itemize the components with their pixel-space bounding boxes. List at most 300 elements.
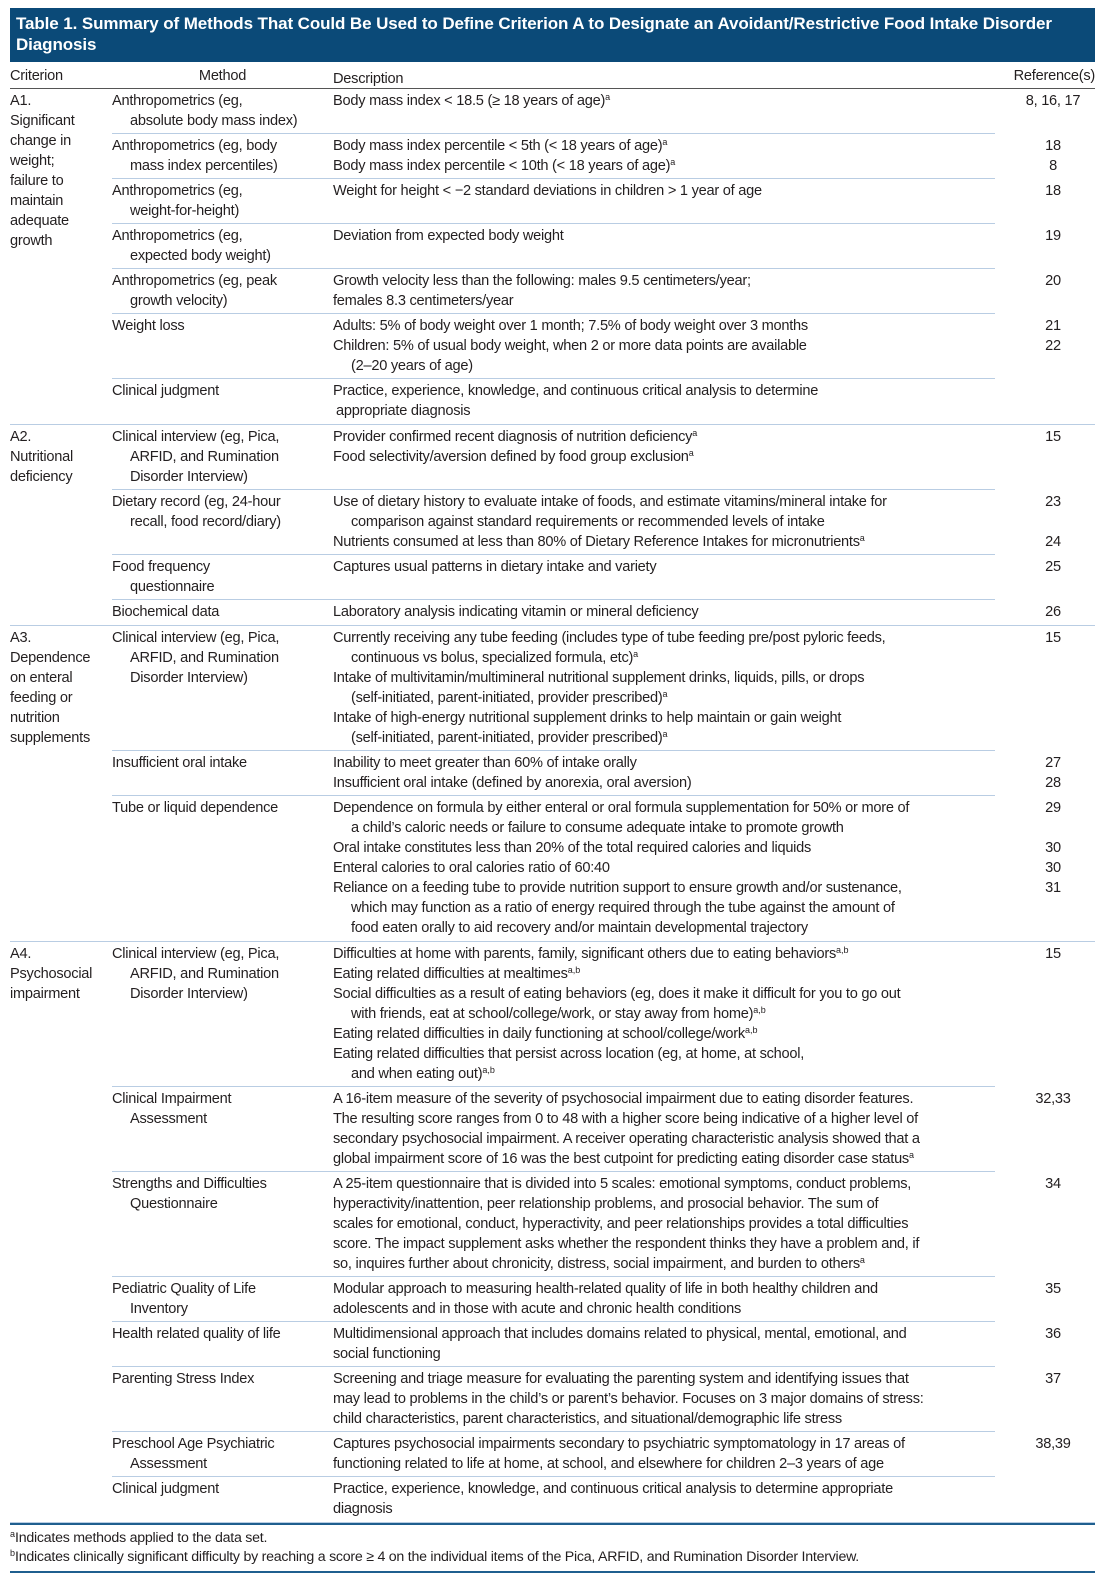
description-cell (333, 944, 995, 964)
method-cell (112, 753, 333, 793)
description-cell (333, 602, 995, 622)
method-cell (112, 271, 333, 311)
description-cell (333, 1174, 995, 1274)
description-text: a child’s caloric needs or failure to consume adequate intake to promote growth (351, 820, 844, 836)
method-line: growth velocity) (130, 293, 228, 309)
header-method: Method (198, 68, 247, 84)
description-text: Currently receiving any tube feeding (includes type of tube feeding pre/post pyloric feeds, (333, 630, 886, 646)
criterion-line: A4. (10, 946, 32, 962)
description-text: Insufficient oral intake (defined by anorexia, oral aversion) (333, 775, 692, 791)
description-text: Provider confirmed recent diagnosis of nutrition deficiency (333, 429, 693, 445)
method-cell (112, 1324, 333, 1364)
method-rows (112, 626, 1103, 941)
method-cell (112, 181, 333, 221)
description-entry (333, 858, 1103, 878)
method-line: Anthropometrics (eg, (112, 228, 243, 244)
description-line (333, 984, 995, 1004)
footnote-text: Indicates methods applied to the data set. (15, 1530, 268, 1546)
description-text: so, inquires further about chronicity, distress, social impairment, and burden to others (333, 1256, 860, 1272)
method-cell (112, 1479, 333, 1519)
description-entries (333, 1479, 1103, 1519)
description-cell (333, 1324, 995, 1364)
criterion-line: nutrition (10, 710, 60, 726)
reference-cell: 18 (1045, 183, 1061, 199)
description-text: adolescents and in those with acute and chronic health conditions (333, 1301, 742, 1317)
table-row (112, 1087, 1103, 1172)
description-text: Use of dietary history to evaluate intake of foods, and estimate vitamins/mineral intake for (333, 494, 887, 510)
table-row (112, 179, 1103, 224)
description-text: females 8.3 centimeters/year (333, 293, 514, 309)
description-cell (333, 964, 995, 984)
description-entry (333, 753, 1103, 773)
description-text: Weight for height < −2 standard deviations in children > 1 year of age (333, 183, 762, 199)
reference-cell (995, 964, 1103, 984)
header-criterion: Criterion (10, 68, 63, 84)
table-row (112, 134, 1103, 179)
description-cell (333, 984, 995, 1024)
description-cell (333, 91, 995, 111)
description-entries (333, 1434, 1103, 1474)
method-line: Biochemical data (112, 604, 220, 620)
reference-cell: 36 (1045, 1326, 1061, 1342)
description-entry (333, 1279, 1103, 1319)
method-line: Assessment (130, 1111, 207, 1127)
table-container (10, 8, 1095, 1573)
method-line: absolute body mass index) (130, 113, 298, 129)
description-text: Practice, experience, knowledge, and continuous critical analysis to determine appropriate (333, 1481, 893, 1497)
description-entry (333, 1024, 1103, 1044)
reference-cell (995, 381, 1103, 421)
description-cell (333, 492, 995, 532)
description-cell (333, 447, 995, 467)
description-text: Nutrients consumed at less than 80% of Dietary Reference Intakes for micronutrients (333, 534, 860, 550)
description-text: social functioning (333, 1346, 441, 1362)
method-line: Anthropometrics (eg, (112, 93, 243, 109)
description-entry (333, 181, 1103, 201)
description-entries (333, 1324, 1103, 1364)
description-entry (333, 773, 1103, 793)
description-entry (333, 878, 1103, 938)
reference-cell: 27 (1045, 755, 1061, 771)
description-line (333, 1254, 995, 1274)
table-row (112, 314, 1103, 379)
description-line (333, 708, 995, 728)
method-line: Weight loss (112, 318, 185, 334)
description-text: Practice, experience, knowledge, and continuous critical analysis to determine (333, 383, 819, 399)
description-line (333, 898, 995, 918)
description-entries (333, 602, 1103, 622)
criterion-line: change in (10, 133, 72, 149)
table-row (112, 269, 1103, 314)
description-text: Body mass index < 18.5 (≥ 18 years of age) (333, 93, 606, 109)
description-text: may lead to problems in the child’s or parent’s behavior. Focuses on 3 major domains of stress: (333, 1391, 924, 1407)
footnote-marker: b (10, 1548, 16, 1558)
method-cell (112, 798, 333, 938)
criterion-cell (10, 89, 112, 424)
criterion-cell (10, 942, 112, 1522)
description-text: Intake of high-energy nutritional supplement drinks to help maintain or gain weight (333, 710, 842, 726)
criterion-line: Nutritional (10, 449, 73, 465)
reference-cell: 31 (1045, 880, 1061, 896)
description-line (333, 1214, 995, 1234)
footnote-marker: a (859, 1255, 865, 1265)
description-line (333, 773, 995, 793)
criterion-line: feeding or (10, 690, 73, 706)
description-entries (333, 427, 1103, 487)
description-cell (333, 136, 995, 156)
description-line (333, 492, 995, 512)
description-entry (333, 271, 1103, 311)
method-cell (112, 1279, 333, 1319)
description-line (333, 1109, 995, 1129)
table-header-row (10, 64, 1095, 89)
reference-cell: 23 (1045, 494, 1061, 510)
footnote (10, 1529, 1095, 1548)
footnote-marker: a (633, 649, 639, 659)
description-line (333, 226, 995, 246)
description-line (333, 1434, 995, 1454)
description-entry (333, 91, 1103, 111)
footnote-marker: a (692, 428, 698, 438)
description-line (333, 447, 995, 467)
description-line (333, 818, 995, 838)
method-line: weight-for-height) (130, 203, 240, 219)
description-entry (333, 838, 1103, 858)
description-text: (self-initiated, parent-initiated, provider prescribed) (351, 730, 663, 746)
description-line (333, 1064, 995, 1084)
table-row (112, 1322, 1103, 1367)
table-title: Table 1. Summary of Methods That Could Be Used to Define Criterion A to Designate an Avoidant/Restrictive Food Intake Disorder Diagnosis (10, 8, 1095, 62)
description-text: Adults: 5% of body weight over 1 month; 7.5% of body weight over 3 months (333, 318, 808, 334)
description-entry (333, 136, 1103, 156)
table-row (112, 942, 1103, 1087)
method-cell (112, 492, 333, 552)
reference-cell: 32,33 (1035, 1091, 1071, 1107)
description-line (333, 381, 995, 401)
method-line: ARFID, and Rumination (130, 966, 279, 982)
description-line (333, 1454, 995, 1474)
description-line (333, 336, 995, 356)
description-text: Deviation from expected body weight (333, 228, 564, 244)
description-text: Eating related difficulties at mealtimes (333, 966, 568, 982)
description-line (333, 798, 995, 818)
description-line (333, 878, 995, 898)
method-line: Anthropometrics (eg, body (112, 138, 277, 154)
method-line: Questionnaire (130, 1196, 218, 1212)
table-row (112, 379, 1103, 424)
description-line (333, 1194, 995, 1214)
reference-cell: 26 (1045, 604, 1061, 620)
header-description: Description (333, 71, 404, 87)
method-cell (112, 316, 333, 376)
criterion-line: supplements (10, 730, 90, 746)
description-line (333, 648, 995, 668)
footnote (10, 1548, 1095, 1567)
description-entries (333, 944, 1103, 1084)
reference-cell (995, 708, 1103, 748)
description-cell (333, 708, 995, 748)
description-entry (333, 1044, 1103, 1084)
description-cell (333, 1369, 995, 1429)
description-text: appropriate diagnosis (336, 403, 471, 419)
reference-cell: 38,39 (1035, 1436, 1071, 1452)
description-text: comparison against standard requirements or recommended levels of intake (351, 514, 825, 530)
reference-cell: 37 (1045, 1371, 1061, 1387)
description-entries (333, 492, 1103, 552)
description-line (333, 1044, 995, 1064)
description-cell (333, 316, 995, 336)
table-row (112, 796, 1103, 941)
description-text: Enteral calories to oral calories ratio of 60:40 (333, 860, 610, 876)
footnote-marker: a (662, 689, 668, 699)
description-line (333, 181, 995, 201)
description-cell (333, 381, 995, 421)
description-entries (333, 1089, 1103, 1169)
description-line (333, 1324, 995, 1344)
method-line: Anthropometrics (eg, (112, 183, 243, 199)
method-line: recall, food record/diary) (130, 514, 281, 530)
description-text: (2–20 years of age) (351, 358, 473, 374)
description-entries (333, 136, 1103, 176)
description-entry (333, 628, 1103, 668)
description-entry (333, 336, 1103, 376)
table-row (112, 490, 1103, 555)
reference-cell: 20 (1045, 273, 1061, 289)
description-text: food eaten orally to aid recovery and/or maintain developmental trajectory (351, 920, 808, 936)
description-text: Social difficulties as a result of eating behaviors (eg, does it make it difficult for you to go out (333, 986, 901, 1002)
description-cell (333, 532, 995, 552)
method-line: Health related quality of life (112, 1326, 281, 1342)
footnote-marker: a (605, 92, 611, 102)
description-entries (333, 557, 1103, 597)
description-cell (333, 1479, 995, 1519)
description-line (333, 512, 995, 532)
description-line (333, 1004, 995, 1024)
description-entry (333, 964, 1103, 984)
description-text: global impairment score of 16 was the best cutpoint for predicting eating disorder case status (333, 1151, 909, 1167)
description-entry (333, 532, 1103, 552)
reference-cell (995, 984, 1103, 1024)
footnotes (10, 1523, 1095, 1573)
description-text: A 25-item questionnaire that is divided into 5 scales: emotional symptoms, conduct problems, (333, 1176, 912, 1192)
method-line: Strengths and Difficulties (112, 1176, 267, 1192)
reference-cell: 28 (1045, 775, 1061, 791)
description-text: Eating related difficulties in daily functioning at school/college/work (333, 1026, 745, 1042)
method-line: Clinical interview (eg, Pica, (112, 429, 280, 445)
method-line: Food frequency (112, 559, 210, 575)
description-entries (333, 181, 1103, 221)
description-cell (333, 336, 995, 376)
reference-cell: 15 (1045, 429, 1061, 445)
criterion-section (10, 425, 1095, 626)
method-line: Inventory (130, 1301, 188, 1317)
description-entry (333, 1479, 1103, 1519)
description-text: score. The impact supplement asks whether the respondent thinks they have a problem and, if (333, 1236, 920, 1252)
criterion-line: impairment (10, 986, 80, 1002)
table-row (112, 425, 1103, 490)
method-line: Pediatric Quality of Life (112, 1281, 256, 1297)
description-text: and when eating out) (351, 1066, 483, 1082)
table-row (112, 626, 1103, 751)
method-line: Dietary record (eg, 24-hour (112, 494, 281, 510)
description-entry (333, 602, 1103, 622)
criterion-line: maintain (10, 193, 64, 209)
table-row (112, 1277, 1103, 1322)
description-cell (333, 838, 995, 858)
description-line (333, 1409, 995, 1429)
method-line: Tube or liquid dependence (112, 800, 279, 816)
description-cell (333, 628, 995, 668)
reference-cell: 22 (1045, 338, 1061, 354)
footnote-marker: a (10, 1529, 16, 1539)
description-entry (333, 798, 1103, 838)
description-text: The resulting score ranges from 0 to 48 with a higher score being indicative of a higher level of (333, 1111, 918, 1127)
criterion-line: Significant (10, 113, 75, 129)
description-text: secondary psychosocial impairment. A receiver operating characteristic analysis showed that a (333, 1131, 920, 1147)
description-entry (333, 944, 1103, 964)
description-entry (333, 708, 1103, 748)
description-entries (333, 1279, 1103, 1319)
description-line (333, 858, 995, 878)
description-cell (333, 1434, 995, 1474)
description-cell (333, 668, 995, 708)
footnote-marker: a,b (482, 1065, 495, 1075)
criterion-line: Psychosocial (10, 966, 93, 982)
criterion-section (10, 89, 1095, 425)
description-line (333, 918, 995, 938)
description-line (333, 964, 995, 984)
method-rows (112, 425, 1103, 625)
description-text: Screening and triage measure for evaluating the parenting system and identifying issues that (333, 1371, 909, 1387)
footnote-marker: a (662, 729, 668, 739)
description-text: child characteristics, parent characteristics, and situational/demographic life stress (333, 1411, 842, 1427)
criterion-line: A2. (10, 429, 32, 445)
criterion-cell (10, 626, 112, 941)
description-line (333, 668, 995, 688)
description-text: Children: 5% of usual body weight, when 2 or more data points are available (333, 338, 807, 354)
reference-cell (995, 1044, 1103, 1084)
table-row (112, 1477, 1103, 1522)
description-line (333, 271, 995, 291)
description-entry (333, 1324, 1103, 1364)
method-line: Preschool Age Psychiatric (112, 1436, 275, 1452)
description-text: hyperactivity/inattention, peer relationship problems, and prosocial behavior. The sum of (333, 1196, 879, 1212)
description-entries (333, 1174, 1103, 1274)
method-line: Clinical judgment (112, 1481, 219, 1497)
reference-cell: 21 (1045, 318, 1061, 334)
description-cell (333, 1089, 995, 1169)
method-line: Disorder Interview) (130, 469, 248, 485)
description-line (333, 156, 995, 176)
description-line (333, 1149, 995, 1169)
method-cell (112, 136, 333, 176)
table-row (112, 1172, 1103, 1277)
reference-cell (995, 1479, 1103, 1519)
footnote-text: Indicates clinically significant difficulty by reaching a score ≥ 4 on the individual items of the Pica, ARFID, and Rumination Disorder Interview. (15, 1549, 859, 1565)
criterion-line: failure to (10, 173, 64, 189)
description-line (333, 1479, 995, 1499)
description-entry (333, 381, 1103, 421)
footnote-marker: a,b (744, 1025, 758, 1035)
table-body (10, 89, 1095, 1523)
description-line (333, 944, 995, 964)
description-line (333, 401, 995, 421)
description-cell (333, 271, 995, 311)
reference-cell: 35 (1045, 1281, 1061, 1297)
description-entry (333, 1434, 1103, 1474)
reference-cell: 25 (1045, 559, 1061, 575)
description-text: Dependence on formula by either enteral or oral formula supplementation for 50% or more of (333, 800, 910, 816)
method-line: Clinical judgment (112, 383, 219, 399)
description-line (333, 628, 995, 648)
method-line: Assessment (130, 1456, 207, 1472)
description-cell (333, 878, 995, 938)
method-line: Disorder Interview) (130, 986, 248, 1002)
description-cell (333, 798, 995, 838)
description-entry (333, 1369, 1103, 1429)
method-cell (112, 91, 333, 131)
reference-cell: 34 (1045, 1176, 1061, 1192)
description-line (333, 1024, 995, 1044)
description-cell (333, 1024, 995, 1044)
table-row (112, 555, 1103, 600)
description-text: Food selectivity/aversion defined by food group exclusion (333, 449, 689, 465)
criterion-line: on enteral (10, 670, 73, 686)
description-entry (333, 226, 1103, 246)
criterion-section (10, 626, 1095, 942)
description-line (333, 1089, 995, 1109)
reference-cell: 8, 16, 17 (1025, 93, 1081, 109)
method-cell (112, 381, 333, 421)
description-entries (333, 753, 1103, 793)
description-entry (333, 1089, 1103, 1169)
description-entries (333, 381, 1103, 421)
reference-cell: 24 (1045, 534, 1061, 550)
table-row (112, 751, 1103, 796)
description-entry (333, 668, 1103, 708)
criterion-cell (10, 425, 112, 625)
description-text: Captures psychosocial impairments secondary to psychiatric symptomatology in 17 areas of (333, 1436, 905, 1452)
description-cell (333, 557, 995, 577)
method-cell (112, 226, 333, 266)
reference-cell: 18 (1045, 138, 1061, 154)
description-text: Intake of multivitamin/multimineral nutritional supplement drinks, liquids, pills, or drops (333, 670, 865, 686)
description-cell (333, 1044, 995, 1084)
criterion-line: weight; (10, 153, 55, 169)
description-line (333, 1389, 995, 1409)
method-line: Disorder Interview) (130, 670, 248, 686)
description-line (333, 1279, 995, 1299)
description-text: continuous vs bolus, specialized formula, etc) (351, 650, 634, 666)
description-entries (333, 271, 1103, 311)
reference-cell: 19 (1045, 228, 1061, 244)
description-cell (333, 753, 995, 773)
description-line (333, 427, 995, 447)
method-cell (112, 557, 333, 597)
method-cell (112, 944, 333, 1084)
description-text: Modular approach to measuring health-related quality of life in both healthy children and (333, 1281, 878, 1297)
description-entry (333, 492, 1103, 532)
description-entry (333, 984, 1103, 1024)
description-line (333, 532, 995, 552)
description-line (333, 291, 995, 311)
reference-cell: 30 (1045, 860, 1061, 876)
method-cell (112, 1174, 333, 1274)
method-line: Clinical interview (eg, Pica, (112, 946, 280, 962)
description-text: Difficulties at home with parents, family, significant others due to eating behaviors (333, 946, 837, 962)
description-entries (333, 91, 1103, 131)
description-text: Reliance on a feeding tube to provide nutrition support to ensure growth and/or sustenance, (333, 880, 902, 896)
